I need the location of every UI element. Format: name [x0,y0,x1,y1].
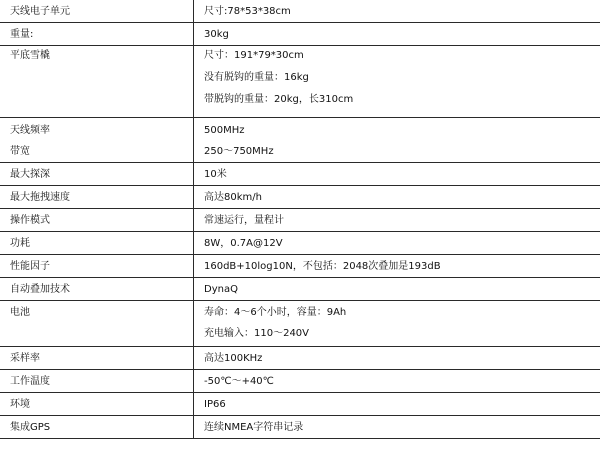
spec-key [0,416,194,439]
table-row [0,118,600,163]
spec-key [0,23,194,46]
spec-value [194,163,600,186]
table-row [0,209,600,232]
spec-key-text: 带宽 [10,146,30,157]
spec-value [194,301,600,347]
spec-key [0,186,194,209]
spec-value-text: 8W，0.7A@12V [204,238,283,249]
spec-value [194,393,600,416]
spec-value-text: 10米 [204,169,227,180]
spec-value-text: 高达80km/h [204,192,262,203]
spec-key [0,118,194,163]
spec-key [0,301,194,347]
spec-key-text: 性能因子 [10,261,50,272]
spec-key [0,0,194,23]
spec-value-text: -50℃～+40℃ [204,376,274,387]
table-row [0,255,600,278]
table-row [0,278,600,301]
spec-value-text: 连续NMEA字符串记录 [204,422,304,433]
spec-key-text: 自动叠加技术 [10,284,70,295]
spec-key-text: 电池 [10,307,30,318]
spec-key-text: 最大拖拽速度 [10,192,70,203]
spec-value-text: 寿命：4～6个小时，容量：9Ah [204,307,347,318]
spec-key [0,347,194,370]
spec-key-text: 重量: [10,29,34,40]
spec-value-text: 常速运行，量程计 [204,215,284,226]
spec-key-text: 天线频率 [10,125,50,136]
spec-key-text: 环境 [10,399,30,410]
spec-key-text: 工作温度 [10,376,50,387]
table-row [0,393,600,416]
spec-value [194,232,600,255]
spec-value [194,23,600,46]
spec-value-text: IP66 [204,399,226,410]
table-row [0,301,600,347]
spec-value [194,118,600,163]
spec-value [194,278,600,301]
spec-value-text: 高达100KHz [204,353,263,364]
table-row [0,347,600,370]
spec-key-text: 操作模式 [10,215,50,226]
table-row [0,0,600,23]
spec-value-text: 带脱钩的重量：20kg，长310cm [204,94,354,105]
spec-key [0,209,194,232]
spec-value [194,255,600,278]
spec-key-text: 平底雪橇 [10,50,50,61]
spec-key-text: 采样率 [10,353,40,364]
table-row [0,370,600,393]
spec-value-text: 充电输入：110～240V [204,328,310,339]
spec-value-text: 250～750MHz [204,146,274,157]
spec-key [0,370,194,393]
spec-value [194,347,600,370]
table-row [0,23,600,46]
spec-value-text: 尺寸:78*53*38cm [204,6,291,17]
table-row [0,232,600,255]
table-row [0,163,600,186]
spec-value-text: 160dB+10log10N，不包括：2048次叠加是193dB [204,261,441,272]
spec-value [194,209,600,232]
spec-value-text: DynaQ [204,284,238,295]
table-row [0,186,600,209]
spec-value [194,0,600,23]
spec-key-text: 功耗 [10,238,30,249]
spec-key-text: 天线电子单元 [10,6,70,17]
spec-key [0,46,194,118]
spec-key [0,232,194,255]
spec-key [0,255,194,278]
spec-value [194,186,600,209]
spec-key [0,163,194,186]
spec-key [0,278,194,301]
spec-key [0,393,194,416]
spec-value [194,416,600,439]
spec-value [194,46,600,118]
table-row [0,46,600,118]
spec-value-text: 500MHz [204,125,245,136]
spec-key-text: 集成GPS [10,422,51,433]
spec-value-text: 30kg [204,29,229,40]
spec-value-text: 没有脱钩的重量：16kg [204,72,309,83]
table-row [0,416,600,439]
spec-value [194,370,600,393]
spec-value-text: 尺寸：191*79*30cm [204,50,304,61]
spec-key-text: 最大探深 [10,169,50,180]
